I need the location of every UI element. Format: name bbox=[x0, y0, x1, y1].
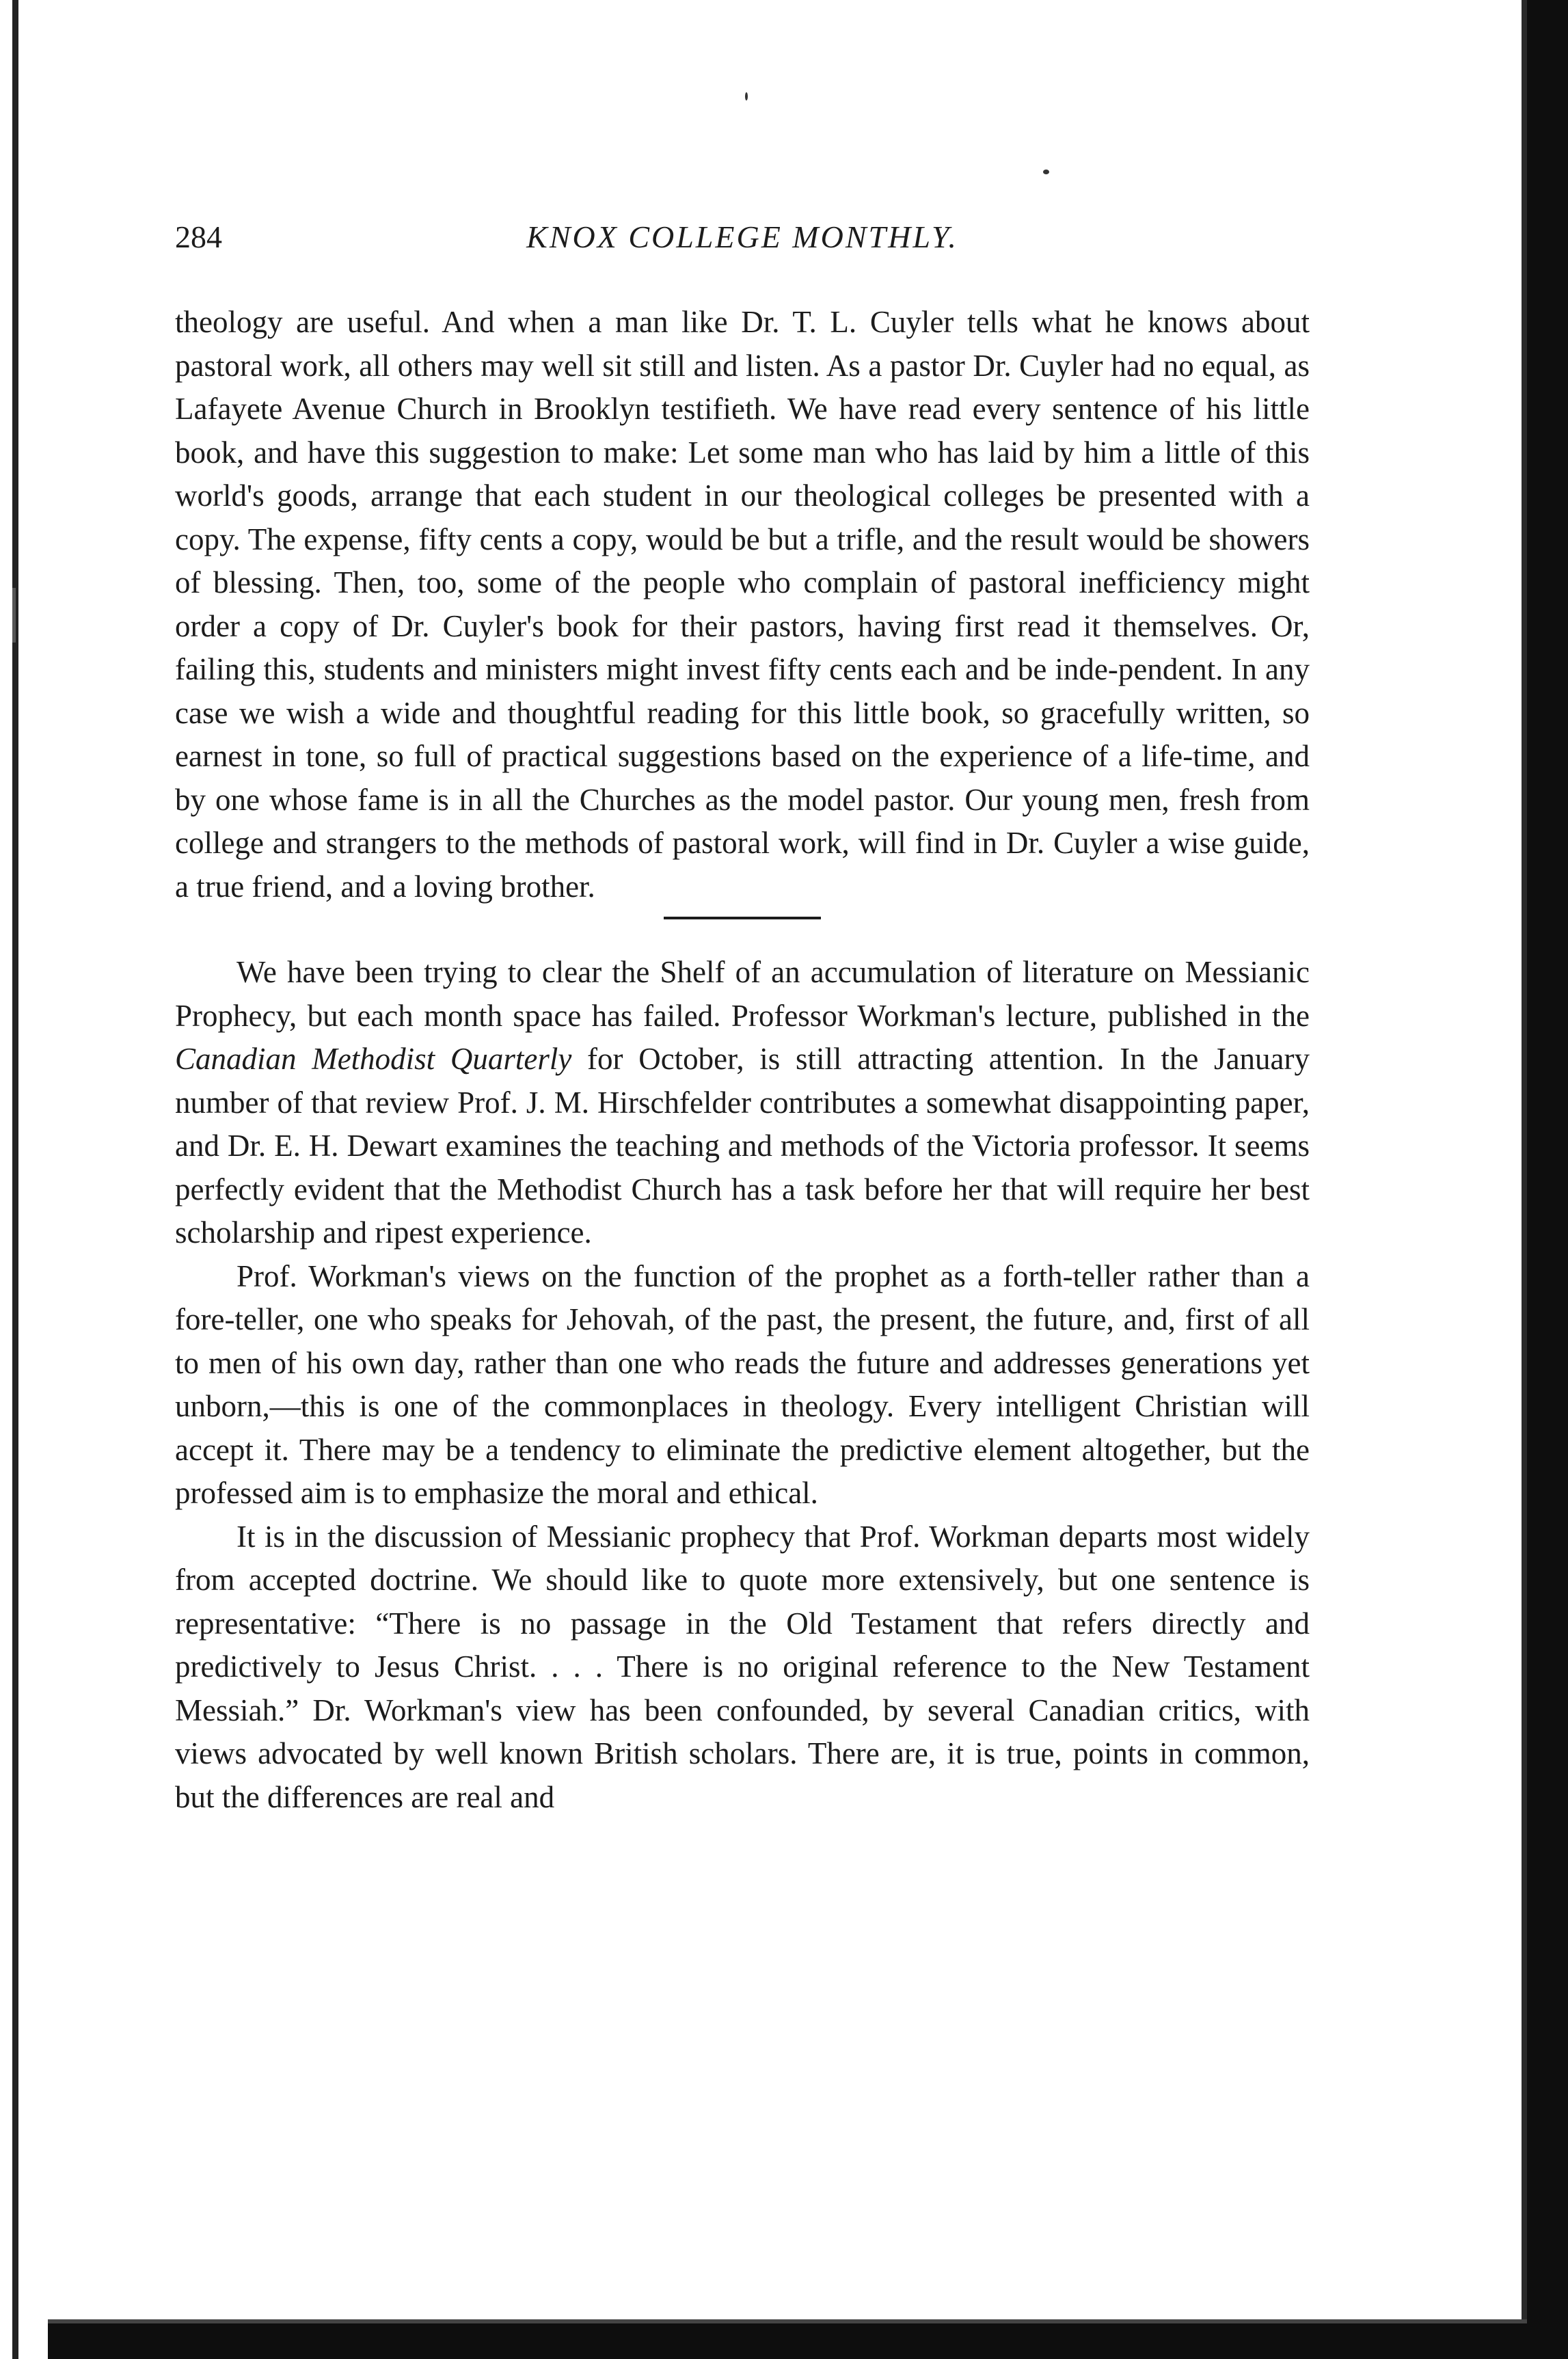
section-divider bbox=[664, 917, 821, 919]
running-header bbox=[175, 205, 1310, 267]
paragraph bbox=[175, 951, 1310, 1255]
section-cuyler-review bbox=[175, 301, 1310, 908]
scan-edge-right bbox=[1527, 0, 1568, 2359]
scan-speck bbox=[1043, 170, 1049, 174]
scan-edge-bottom bbox=[48, 2323, 1527, 2359]
page-number: 284 bbox=[175, 219, 222, 254]
section-messianic-prophecy bbox=[175, 951, 1310, 1819]
scan-edge-left bbox=[12, 0, 18, 2359]
paragraph: Prof. Workman's views on the function of the prophet as a forth-teller rather than a fore-teller, one who speaks for Jehovah, of the past, the present, the future, and, first of all to men of his own day, rather than one who reads the future and addresses generations yet unborn,—this is one of the commonplaces in theology. Every intelligent Christian will accept it. There may be a tendency to eliminate the predictive element altogether, but the professed aim is to emphasize the moral and ethical. bbox=[175, 1258, 1310, 1510]
paragraph-text: We have been trying to clear the Shelf of an accumulation of literature on Messianic Prophecy, but each month space has failed. Professor Workman's lecture, published in the bbox=[175, 955, 1310, 1033]
running-title: KNOX COLLEGE MONTHLY. bbox=[526, 219, 958, 254]
paragraph-text: for October, is still attracting attention. In the January number of that review Prof. J. M. Hirschfelder contributes a somewhat disappointing paper, and Dr. E. H. Dewart examines the teaching and methods of the Victoria professor. It seems perfectly evident that the Methodist Church has a task before her that will require her best scholarship and ripest experience. bbox=[175, 1042, 1310, 1250]
scan-edge-mark bbox=[12, 588, 16, 643]
scan-edge-right-inner bbox=[1522, 0, 1527, 2359]
journal-title: Canadian Methodist Quarterly bbox=[175, 1042, 572, 1076]
scan-speck bbox=[745, 92, 748, 100]
paragraph: theology are useful. And when a man like Dr. T. L. Cuyler tells what he knows about pastoral work, all others may well sit still and listen. As a pastor Dr. Cuyler had no equal, as Lafayete Avenue Church in Brooklyn testifieth. We have read every sentence of his little book, and have this suggestion to make: Let some man who has laid by him a little of this world's goods, arrange that each student in our theological colleges be presented with a copy. The expense, fifty cents a copy, would be but a trifle, and the result would be showers of blessing. Then, too, some of the people who complain of pastoral inefficiency might order a copy of Dr. Cuyler's book for their pastors, having first read it themselves. Or, failing this, students and ministers might invest fifty cents each and be inde-pendent. In any case we wish a wide and thoughtful reading for this little book, so gracefully written, so earnest in tone, so full of practical suggestions based on the experience of a life-time, and by one whose fame is in all the Churches as the model pastor. Our young men, fresh from college and strangers to the methods of pastoral work, will find in Dr. Cuyler a wise guide, a true friend, and a loving brother. bbox=[175, 305, 1310, 904]
book-page bbox=[175, 205, 1310, 1819]
paragraph: It is in the discussion of Messianic prophecy that Prof. Workman departs most widely from accepted doctrine. We should like to quote more extensively, but one sentence is representative: “There is no passage in the Old Testament that refers directly and predictively to Jesus Christ. . . . There is no original reference to the New Testament Messiah.” Dr. Workman's view has been confounded, by several Canadian critics, with views advocated by well known British scholars. There are, it is true, points in common, but the differences are real and bbox=[175, 1519, 1310, 1814]
